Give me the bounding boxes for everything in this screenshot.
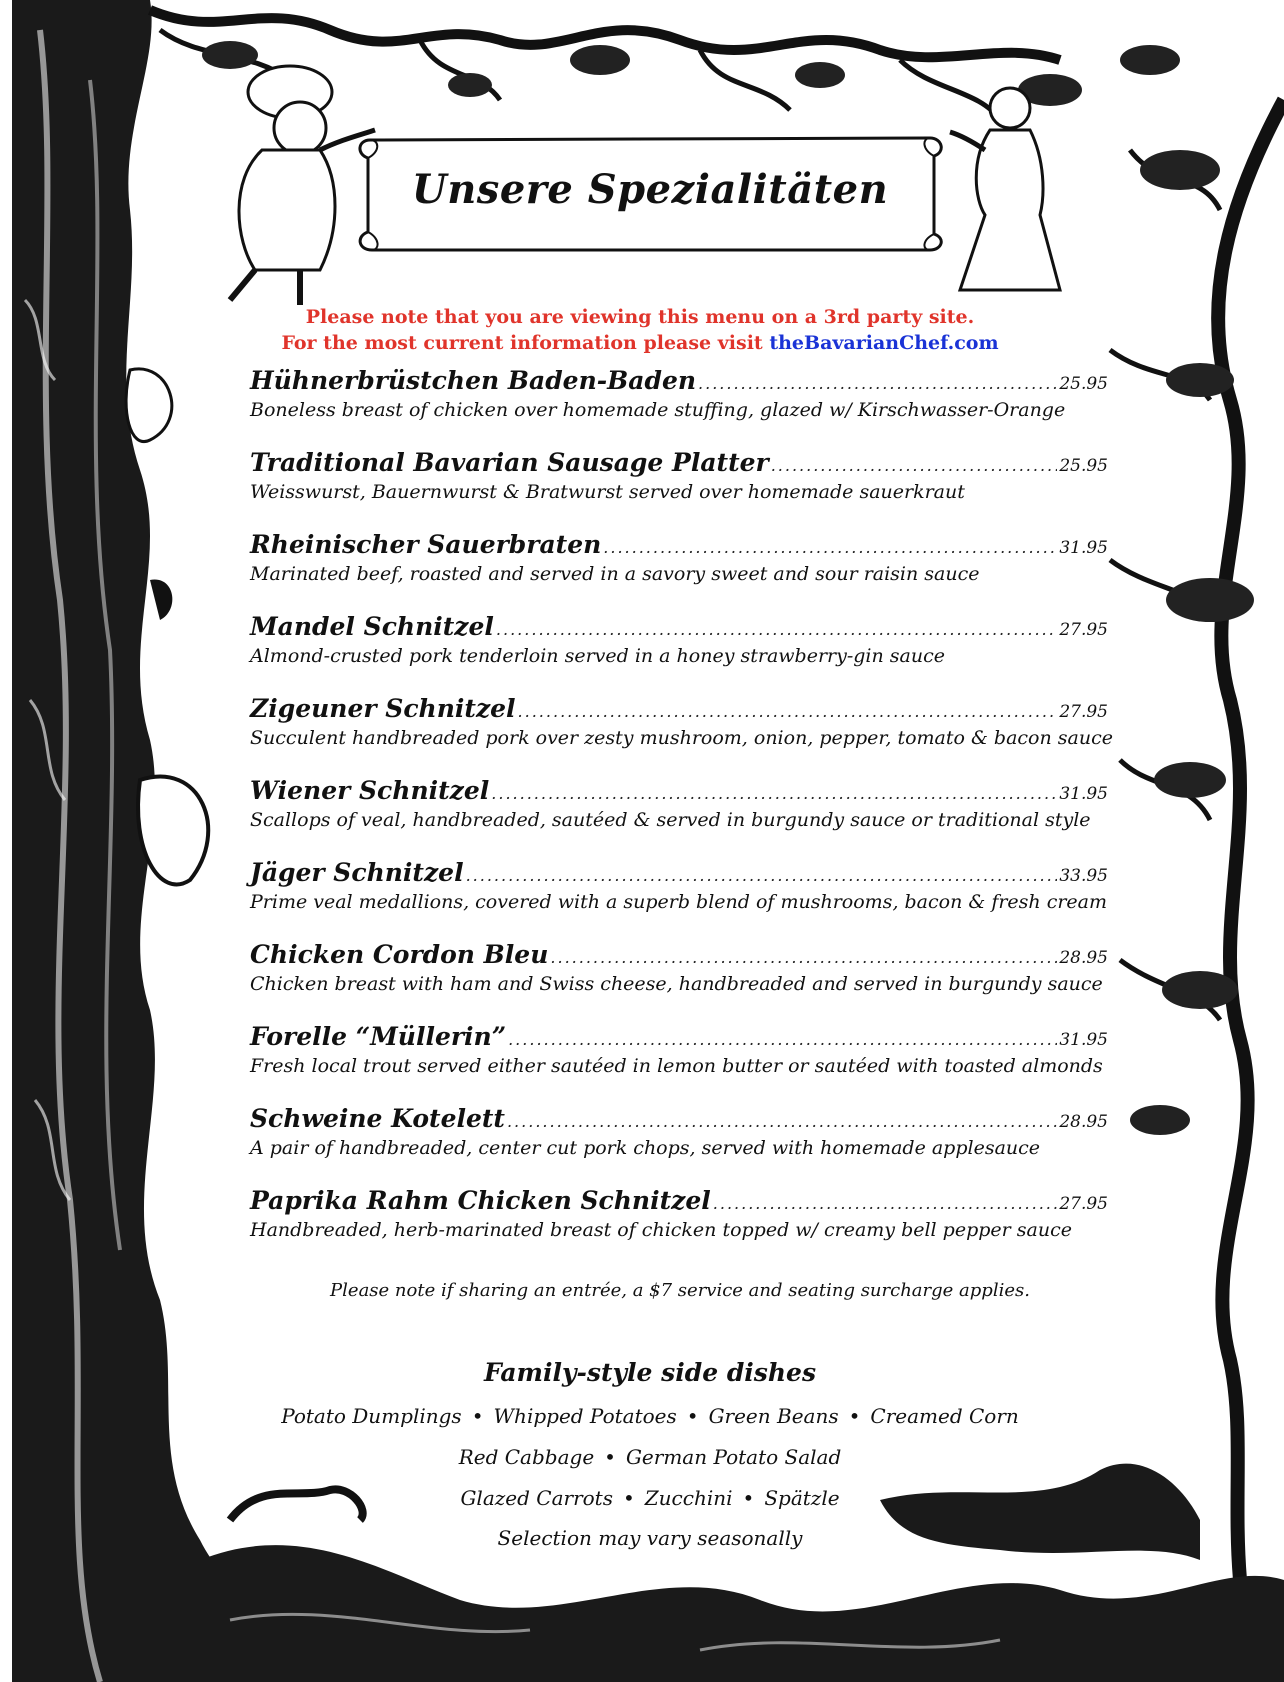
menu-item [250,776,1110,858]
item-name: Traditional Bavarian Sausage Platter [250,448,769,477]
item-description: Fresh local trout served either sautéed in lemon butter or sautéed with toasted almonds [250,1055,1103,1077]
item-description: Marinated beef, roasted and served in a savory sweet and sour raisin sauce [250,563,980,585]
current-info-notice [240,332,1040,354]
side-dishes-row [250,1486,1050,1510]
item-price: 25.95 [1059,374,1108,394]
item-name: Paprika Rahm Chicken Schnitzel [250,1186,711,1215]
bullet-separator: • [848,1404,861,1428]
side-dish: Glazed Carrots [460,1486,613,1510]
item-name: Rheinischer Sauerbraten [250,530,602,559]
bavarian-chef-link[interactable]: theBavarianChef.com [769,332,999,354]
dot-leader [466,866,1058,885]
bullet-separator: • [622,1486,635,1510]
item-name: Zigeuner Schnitzel [250,694,516,723]
item-description: Handbreaded, herb-marinated breast of chicken topped w/ creamy bell pepper sauce [250,1219,1072,1241]
menu-item [250,940,1110,1022]
bullet-separator: • [742,1486,755,1510]
item-price: 27.95 [1059,702,1108,722]
page-title: Unsere Spezialitäten [411,166,889,213]
side-dish: Green Beans [708,1404,839,1428]
item-name: Chicken Cordon Bleu [250,940,549,969]
side-dishes-row [250,1445,1050,1469]
menu-item [250,448,1110,530]
item-description: Scallops of veal, handbreaded, sautéed & served in burgundy sauce or traditional style [250,809,1091,831]
side-dishes-title: Family-style side dishes [483,1358,817,1387]
woman-figure-icon [950,88,1060,290]
dot-leader [713,1194,1058,1213]
item-name: Forelle “Müllerin” [250,1022,507,1051]
right-vines [1110,100,1284,1682]
dot-leader [507,1112,1057,1131]
item-description: Almond-crusted pork tenderloin served in a honey strawberry-gin sauce [250,645,945,667]
dot-leader [771,456,1058,475]
item-name: Hühnerbrüstchen Baden-Baden [250,366,697,395]
current-info-prefix: For the most current information please visit [281,332,763,354]
bullet-separator: • [686,1404,699,1428]
item-name: Wiener Schnitzel [250,776,490,805]
dot-leader [518,702,1058,721]
menu-item [250,858,1110,940]
menu-item [250,612,1110,694]
bullet-separator: • [604,1445,616,1469]
menu-item [250,1104,1110,1186]
sharing-surcharge-note: Please note if sharing an entrée, a $7 service and seating surcharge applies. [330,1280,1030,1301]
item-description: A pair of handbreaded, center cut pork chops, served with homemade applesauce [250,1137,1041,1159]
dot-leader [496,620,1057,639]
item-name: Jäger Schnitzel [250,858,464,887]
side-dish: Potato Dumplings [281,1404,462,1428]
item-price: 25.95 [1059,456,1108,476]
item-price: 31.95 [1059,538,1108,558]
dot-leader [508,1030,1057,1049]
item-name: Schweine Kotelett [250,1104,505,1133]
item-price: 31.95 [1059,1030,1108,1050]
item-description: Weisswurst, Bauernwurst & Bratwurst served over homemade sauerkraut [250,481,965,503]
menu-item [250,1022,1110,1104]
third-party-notice: Please note that you are viewing this menu on a 3rd party site. [305,306,975,328]
menu-item [250,530,1110,612]
dot-leader [603,538,1057,557]
side-dish: Red Cabbage [458,1445,595,1469]
item-price: 28.95 [1059,948,1108,968]
seasonal-footnote: Selection may vary seasonally [497,1526,803,1550]
side-dish: Whipped Potatoes [493,1404,677,1428]
item-price: 27.95 [1059,1194,1108,1214]
item-price: 33.95 [1059,866,1108,886]
item-price: 31.95 [1059,784,1108,804]
item-description: Succulent handbreaded pork over zesty mushroom, onion, pepper, tomato & bacon sauce [250,727,1113,749]
item-name: Mandel Schnitzel [250,612,494,641]
specialties-menu [250,366,1113,1268]
side-dish: Creamed Corn [870,1404,1019,1428]
dot-leader [698,374,1057,393]
item-description: Chicken breast with ham and Swiss cheese, handbreaded and served in burgundy sauce [250,973,1103,995]
item-description: Prime veal medallions, covered with a superb blend of mushrooms, bacon & fresh cream [250,891,1108,913]
side-dish: Spätzle [764,1486,840,1510]
bullet-separator: • [471,1404,484,1428]
menu-item [250,694,1113,776]
side-dish: Zucchini [644,1486,733,1510]
menu-item [250,366,1110,448]
item-price: 27.95 [1059,620,1108,640]
dot-leader [491,784,1057,803]
menu-item [250,1186,1110,1268]
item-description: Boneless breast of chicken over homemade stuffing, glazed w/ Kirschwasser-Orange [250,399,1066,421]
item-price: 28.95 [1059,1112,1108,1132]
dot-leader [550,948,1057,967]
side-dish: German Potato Salad [625,1445,842,1469]
side-dishes-row [250,1404,1050,1428]
